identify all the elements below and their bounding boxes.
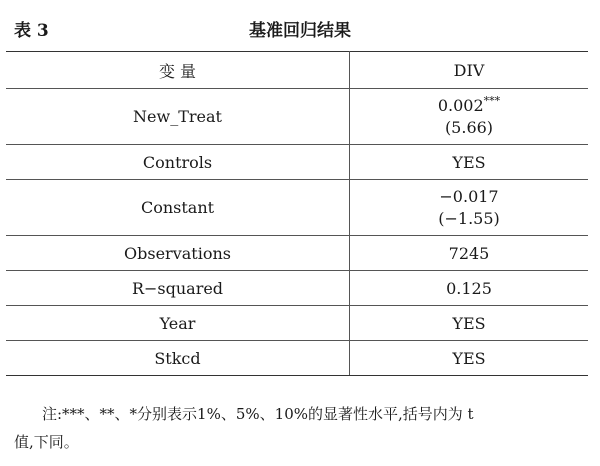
row-value: YES [350, 306, 589, 341]
row-value: YES [350, 341, 589, 376]
table-row [6, 236, 588, 271]
table-row [6, 271, 588, 306]
header-div: DIV [350, 52, 589, 89]
table-row [6, 89, 588, 145]
table-row [6, 180, 588, 236]
table-note-continuation: 值,下同。 [14, 433, 79, 451]
table-row [6, 306, 588, 341]
row-label: Year [6, 306, 350, 341]
table-row [6, 145, 588, 180]
row-label: Constant [6, 180, 350, 236]
row-value: YES [350, 145, 589, 180]
regression-table [6, 51, 588, 376]
row-label: R−squared [6, 271, 350, 306]
table-label: 表 3 [14, 21, 49, 41]
row-label: Stkcd [6, 341, 350, 376]
significance-stars: *** [483, 94, 501, 108]
row-label: New_Treat [6, 89, 350, 145]
row-value [350, 180, 589, 236]
table-title: 基准回归结果 [249, 21, 351, 41]
header-variable: 变 量 [6, 52, 350, 89]
table-row [6, 341, 588, 376]
coefficient: 0.002 [437, 95, 484, 115]
t-statistic: (5.66) [444, 117, 494, 137]
t-statistic: (−1.55) [438, 208, 500, 228]
header-row [6, 52, 588, 89]
coefficient: −0.017 [439, 186, 499, 206]
row-value [350, 89, 589, 145]
row-label: Controls [6, 145, 350, 180]
row-value: 0.125 [350, 271, 589, 306]
row-label: Observations [6, 236, 350, 271]
row-value: 7245 [350, 236, 589, 271]
table-note: 注:***、**、*分别表示1%、5%、10%的显著性水平,括号内为 t [42, 405, 474, 423]
